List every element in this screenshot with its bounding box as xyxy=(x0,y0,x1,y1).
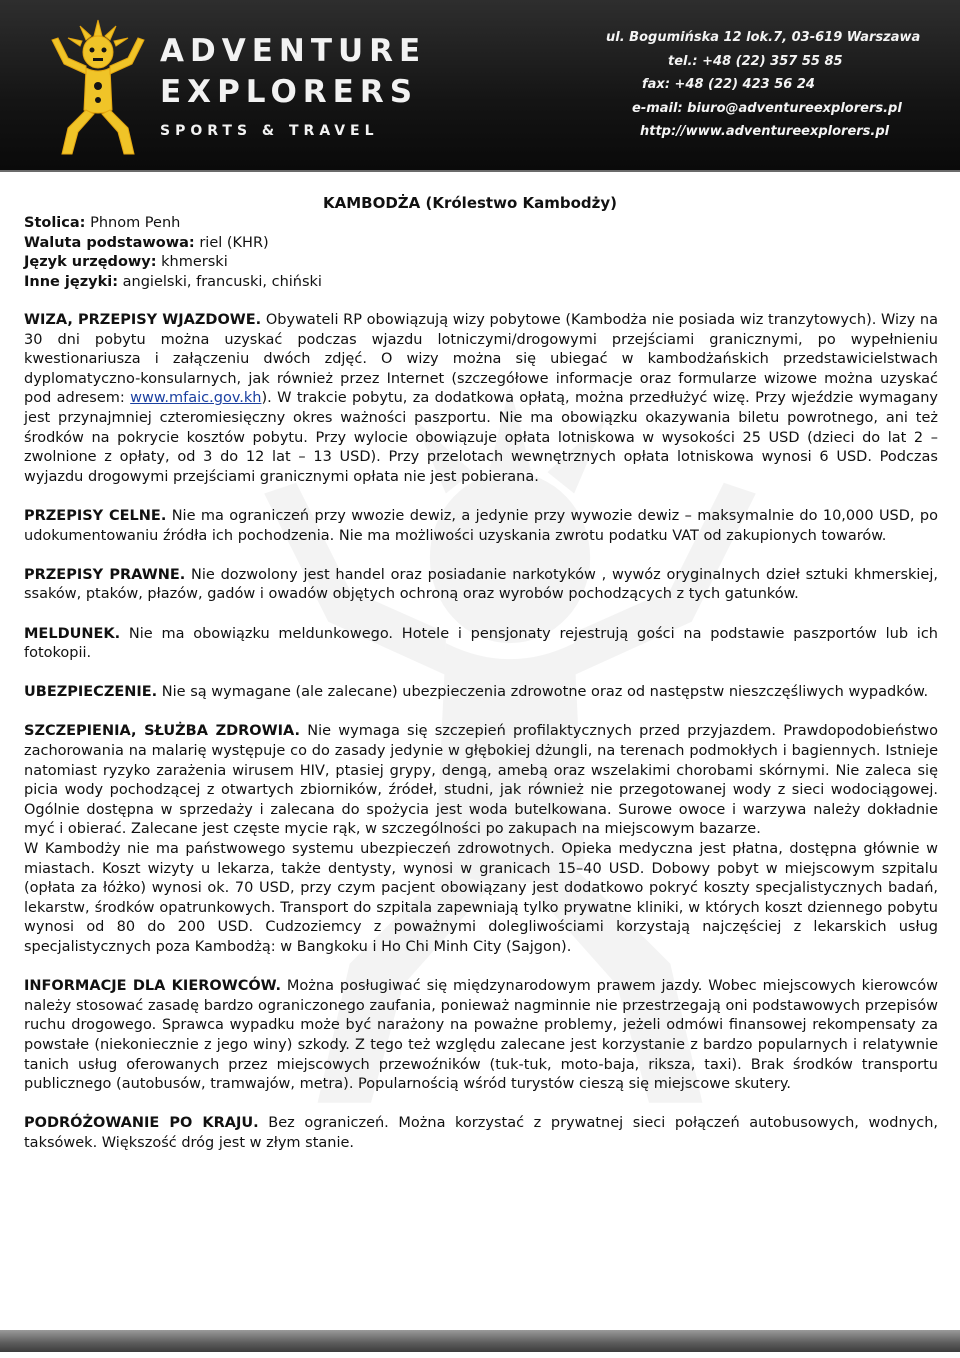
contact-website[interactable]: http://www.adventureexplorers.pl xyxy=(640,124,890,140)
fact-value: Phnom Penh xyxy=(90,215,181,231)
document-title: KAMBODŻA (Królestwo Kambodży) xyxy=(323,194,618,212)
section-heading: INFORMACJE DLA KIEROWCÓW. xyxy=(24,978,281,995)
fact-label: Język urzędowy: xyxy=(24,254,157,270)
section-text: Można posługiwać się międzynarodowym prawem jazdy. Wobec miejscowych kierowców należy stosować zasadę bardzo ograniczonego zaufania, ponieważ nagminnie nie przestrzegają oni podstawowych przepisów ruchu drogowego. Sprawca wypadku może być narażony na poważne problemy, jeżeli odmówi finansowej rekompensaty za powstałe (niekoniecznie z jego winy) szkody. Z tego też względu zalecane jest korzystanie z bardzo popularnych i relatywnie tanich usług oferowanych przez miejscowych przewoźników (tuk-tuk, moto-baja, riksza, taxi). Brak środków transportu publicznego (autobusów, tramwajów, metra). Popularnością wśród turystów cieszą się miejscowe skutery. xyxy=(24,978,939,1093)
country-facts xyxy=(24,214,322,292)
section-text: Obywateli RP obowiązują wizy pobytowe (Kambodża nie posiada wiz tranzytowych). Wizy na 30 dni pobytu można uzyskać podczas wjazdu lotniczymi/drogowymi przejściami granicznymi, po wypełnieniu kwestionariusza i załączeniu dwóch zdjęć. O wizy można się ubiegać w kambodżańskich przedstawicielstwach dyplomatyczno-konsularnych, jak również przez Internet (szczegółowe informacje oraz formularze wizowe można uzyskać pod adresem: xyxy=(24,312,938,407)
mfaic-link[interactable]: www.mfaic.gov.kh xyxy=(130,390,262,407)
letterhead-banner xyxy=(0,0,960,170)
fact-value: angielski, francuski, chiński xyxy=(122,273,322,290)
section-drivers xyxy=(24,977,938,1095)
fact-official-language xyxy=(24,253,322,273)
tribal-figure-logo-icon xyxy=(40,14,156,162)
brand-tagline: SPORTS & TRAVEL xyxy=(160,123,379,139)
section-registration xyxy=(24,625,938,664)
section-heading: PRZEPISY PRAWNE. xyxy=(24,566,186,583)
fact-label: Waluta podstawowa: xyxy=(24,234,195,251)
fact-value: riel (KHR) xyxy=(199,234,269,251)
section-text: Nie dozwolony jest handel oraz posiadanie narkotyków , wywóz oryginalnych dzieł sztuki khmerskiej, ssaków, ptaków, płazów, gadów i owadów objętych ochroną oraz wyrobów pochodzących z tych gatunków. xyxy=(24,566,938,603)
section-law xyxy=(24,566,938,605)
section-health xyxy=(24,722,938,840)
section-heading: UBEZPIECZENIE. xyxy=(24,684,158,701)
section-text: Nie ma obowiązku meldunkowego. Hotele i pensjonaty rejestrują gości na podstawie paszportów lub ich fotokopii. xyxy=(24,625,938,662)
section-visa xyxy=(24,311,938,487)
section-text: Nie ma ograniczeń przy wwozie dewiz, a jedynie przy wywozie dewiz – maksymalnie do 10,000 USD, po udokumentowaniu źródła ich pochodzenia. Nie ma możliwości uzyskania zwrotu podatku VAT od zakupionych towarów. xyxy=(24,507,938,544)
contact-block xyxy=(606,26,946,144)
fact-currency xyxy=(24,234,322,254)
fact-value: khmerski xyxy=(161,254,228,270)
brand-name xyxy=(160,33,427,139)
section-heading: PODRÓŻOWANIE PO KRAJU. xyxy=(24,1115,259,1132)
contact-address: ul. Bogumińska 12 lok.7, 03-619 Warszawa xyxy=(606,30,921,45)
section-customs xyxy=(24,507,938,546)
section-text: W Kambodży nie ma państwowego systemu ubezpieczeń zdrowotnych. Opieka medyczna jest płatna, dostępna głównie w miastach. Koszt wizyty u lekarza, także dentysty, wynosi w granicach 15–40 USD. Dobowy pobyt w miejscowym szpitalu (opłata za łóżko) wynosi ok. 70 USD, przy czym pacjent obowiązany jest dodatkowo pokryć koszty specjalistycznych badań, lekarstw, środków opatrunkowych. Transport do szpitala zapewniają tylko prywatne kliniki, w których koszt dziennego pobytu wynosi od 80 do 200 USD. Cudzoziemcy z poważnymi dolegliwościami korzystają najczęściej z lekarskich usług specjalistycznych poza Kambodżą: w Bangkoku i Ho Chi Minh City (Sajgon). xyxy=(24,841,938,955)
brand-line-explorers: EXPLORERS xyxy=(160,74,419,110)
fact-capital xyxy=(24,214,322,234)
section-heading: SZCZEPIENIA, SŁUŻBA ZDROWIA. xyxy=(24,723,301,740)
section-heading: PRZEPISY CELNE. xyxy=(24,507,167,524)
section-text-cont: ). W trakcie pobytu, za dodatkowa opłatą, można przedłużyć wizę. Przy wjeździe wymagany jest przynajmniej czteromiesięczny okres ważności paszportu. Nie ma obowiązku okazywania biletu powrotnego, ani też środków na pokrycie kosztów pobytu. Przy wylocie obowiązuje opłata lotniskowa w wysokości 25 USD (dzieci do lat 2 – zwolnione z opłaty, od 3 do 12 lat – 13 USD). Przy przelotach wewnętrznych opłata lotniskowa wynosi 6 USD. Podczas wyjazdu drogowymi przejściami granicznymi opłata nie jest pobierana. xyxy=(24,390,939,485)
section-text: Nie wymaga się szczepień profilaktycznych przed przyjazdem. Prawdopodobieństwo zachorowania na malarię występuje co do zasady jedynie w głębokiej dżungli, na terenach podmokłych i bagiennych. Istnieje natomiast ryzyko zarażenia wirusem HIV, ptasiej grypy, dengą, amebą oraz wszelakimi chorobami skórnymi. Nie zaleca się picia wody pochodzącej z otwartych zbiorników, źródeł, studni, jak również nie przegotowanej wody z sieci wodociągowej. Ogólnie dostępna w sprzedaży i zalecana do spożycia jest woda butelkowana. Surowe owoce i warzywa należy dokładnie myć i obierać. Zalecane jest częste mycie rąk, w szczególności po zakupach na miejscowym bazarze. xyxy=(24,723,938,838)
section-health-continued xyxy=(24,840,938,958)
contact-email[interactable]: e-mail: biuro@adventureexplorers.pl xyxy=(632,100,902,116)
section-text: Nie są wymagane (ale zalecane) ubezpieczenia zdrowotne oraz od następstw nieszczęśliwych wypadków. xyxy=(161,684,929,701)
footer-bar xyxy=(0,1330,960,1352)
contact-fax: fax: +48 (22) 423 56 24 xyxy=(642,77,815,93)
fact-label: Inne języki: xyxy=(24,273,119,290)
section-domestic-travel xyxy=(24,1114,938,1153)
document-body xyxy=(24,311,938,1173)
fact-label: Stolica: xyxy=(24,215,86,231)
brand-line-adventure: ADVENTURE xyxy=(160,33,427,69)
section-insurance xyxy=(24,683,938,703)
section-heading: MELDUNEK. xyxy=(24,625,121,642)
fact-other-languages xyxy=(24,273,322,293)
section-heading: WIZA, PRZEPISY WJAZDOWE. xyxy=(24,312,262,328)
section-text: Bez ograniczeń. Można korzystać z prywatnej sieci połączeń autobusowych, wodnych, taksówek. Większość dróg jest w złym stanie. xyxy=(24,1115,938,1151)
contact-phone: tel.: +48 (22) 357 55 85 xyxy=(668,53,843,69)
header-divider xyxy=(0,170,960,172)
